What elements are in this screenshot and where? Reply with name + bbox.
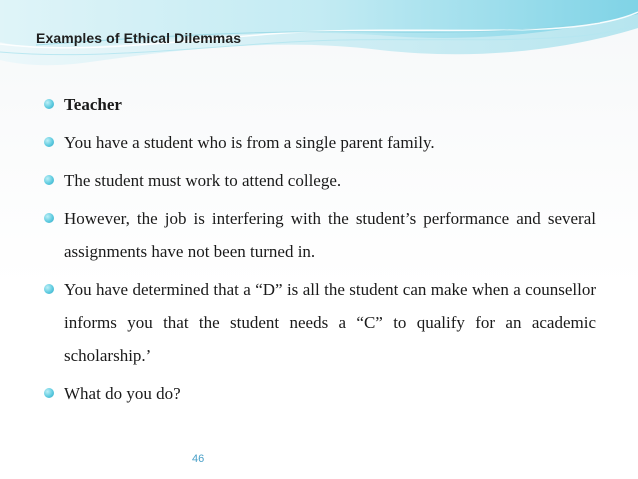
bullet-dot-icon [44, 388, 54, 398]
slide-title: Examples of Ethical Dilemmas [36, 30, 242, 46]
bullet-text: However, the job is interfering with the student’s performance and several assignments have not been turned in. [64, 209, 596, 261]
bullet-dot-icon [44, 99, 54, 109]
bullet-dot-icon [44, 284, 54, 294]
bullet-list [44, 88, 596, 415]
bullet-text: You have determined that a “D” is all the student can make when a counsellor informs you that the student needs a “C” to qualify for an academic scholarship.’ [64, 280, 596, 365]
bullet-text: What do you do? [64, 384, 181, 403]
bullet-text: Teacher [64, 95, 122, 114]
bullet-item [44, 273, 596, 372]
bullet-dot-icon [44, 175, 54, 185]
bullet-item [44, 88, 596, 121]
bullet-dot-icon [44, 213, 54, 223]
bullet-item [44, 202, 596, 268]
bullet-item [44, 164, 596, 197]
bullet-text: The student must work to attend college. [64, 171, 342, 190]
bullet-item [44, 126, 596, 159]
page-number: 46 [192, 453, 205, 465]
bullet-dot-icon [44, 137, 54, 147]
bullet-text: You have a student who is from a single parent family. [64, 133, 435, 152]
bullet-item [44, 377, 596, 410]
